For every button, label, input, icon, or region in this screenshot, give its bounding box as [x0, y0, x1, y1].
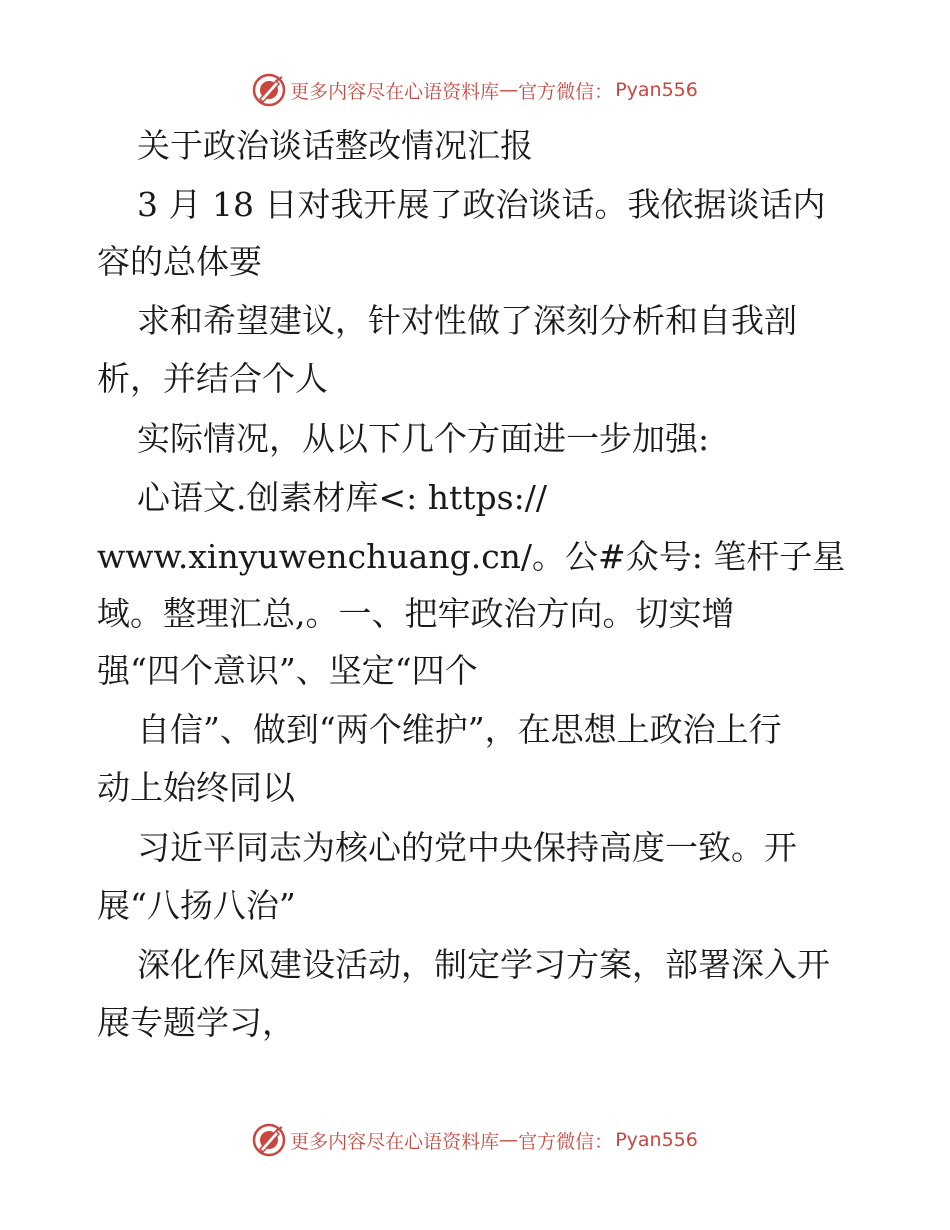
paragraph-line: 自信”、做到“两个维护”，在思想上政治上行 — [137, 710, 782, 749]
paragraph-line: 心语文.创素材库<: https:// — [137, 478, 547, 517]
banner-slogan: 更多内容尽在心语资料库 — [290, 80, 500, 103]
footer-banner — [0, 1120, 950, 1160]
banner-wechat-id: Pyan556 — [615, 79, 698, 101]
banner-official-label: 官方微信： — [518, 80, 614, 103]
banner-wechat-id: Pyan556 — [615, 1129, 698, 1151]
paragraph-line: 3 月 18 日对我开展了政治谈话。我依据谈话内 — [137, 185, 826, 224]
paragraph-line: 实际情况，从以下几个方面进一步加强: — [137, 419, 710, 458]
banner-slogan: 更多内容尽在心语资料库 — [290, 1130, 500, 1153]
paragraph-line: 习近平同志为核心的党中央保持高度一致。开 — [137, 828, 797, 867]
paragraph-line: 动上始终同以 — [97, 768, 295, 807]
document-title: 关于政治谈话整改情况汇报 — [137, 126, 533, 165]
banner-official-label: 官方微信： — [518, 1130, 614, 1153]
paragraph-line: 展专题学习， — [97, 1003, 295, 1042]
paragraph-line: 析，并结合个人 — [97, 359, 328, 398]
paragraph-line: 域。整理汇总,。一、把牢政治方向。切实增 — [97, 594, 735, 633]
banner-dash: — — [499, 79, 519, 101]
paragraph-line: 展“八扬八治” — [97, 886, 296, 925]
paragraph-line: 强“四个意识”、坚定“四个 — [97, 651, 478, 690]
quill-pen-logo-icon — [252, 1123, 286, 1157]
paragraph-line: www.xinyuwenchuang.cn/。公#众号: 笔杆子星 — [97, 537, 846, 576]
paragraph-line: 容的总体要 — [97, 242, 262, 281]
paragraph-line: 求和希望建议，针对性做了深刻分析和自我剖 — [137, 301, 797, 340]
banner-dash: — — [499, 1129, 519, 1151]
paragraph-line: 深化作风建设活动，制定学习方案，部署深入开 — [137, 945, 830, 984]
